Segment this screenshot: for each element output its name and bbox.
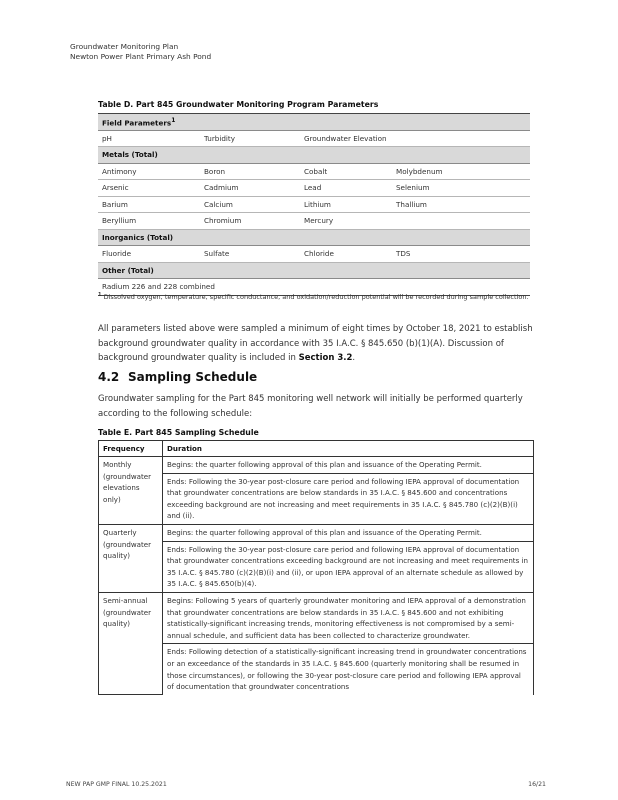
table-cell: Fluoride bbox=[98, 246, 200, 263]
table-cell: Sulfate bbox=[200, 246, 300, 263]
paragraph-text: All parameters listed above were sampled a minimum of eight times by October 18, 2021 to establish background groundwater quality in accordance with 35 I.A.C. § 845.650 (b)(1)(A). Discussion of background groundwater quality is included in bbox=[98, 324, 533, 363]
table-cell: Molybdenum bbox=[392, 163, 530, 180]
duration-begins-cell: Begins: the quarter following approval of this plan and issuance of the Operating Permit. bbox=[163, 524, 534, 541]
table-row bbox=[98, 196, 530, 213]
table-row bbox=[98, 130, 530, 147]
section-heading: Inorganics (Total) bbox=[98, 229, 530, 246]
paragraph-end: . bbox=[352, 353, 356, 363]
footnote-reference: 1 bbox=[171, 116, 176, 124]
table-row bbox=[99, 644, 534, 695]
table-row bbox=[98, 163, 530, 180]
table-cell: Cadmium bbox=[200, 180, 300, 197]
section-heading: Metals (Total) bbox=[98, 147, 530, 164]
table-cell: Lithium bbox=[300, 196, 392, 213]
table-row bbox=[99, 473, 534, 524]
frequency-cell: Monthly (groundwater elevations only) bbox=[99, 457, 163, 525]
running-header bbox=[70, 42, 211, 61]
duration-begins-cell: Begins: Following 5 years of quarterly groundwater monitoring and IEPA approval of a demonstration that groundwater concentrations are below standards in 35 I.A.C. § 845.600 and not exhibiting statistically-significant increasing trends, monitoring effectiveness is not compromised by a semi-annual schedule, and sufficient data has been collected to characterize groundwater. bbox=[163, 592, 534, 643]
frequency-cell: Semi-annual (groundwater quality) bbox=[99, 592, 163, 694]
table-cell: Chromium bbox=[200, 213, 300, 230]
table-d-section-header bbox=[98, 114, 530, 131]
table-cell: Selenium bbox=[392, 180, 530, 197]
table-e-caption: Table E. Part 845 Sampling Schedule bbox=[98, 428, 259, 437]
section-heading-sampling-schedule bbox=[98, 370, 257, 384]
schedule-intro-paragraph: Groundwater sampling for the Part 845 monitoring well network will initially be performed quarterly according to the following schedule: bbox=[98, 394, 523, 419]
section-heading: Field Parameters bbox=[102, 117, 172, 127]
table-e-sampling-schedule bbox=[98, 440, 534, 695]
table-row bbox=[98, 246, 530, 263]
background-paragraph bbox=[98, 322, 538, 366]
table-cell: Arsenic bbox=[98, 180, 200, 197]
table-row bbox=[99, 524, 534, 541]
duration-ends-cell: Ends: Following the 30-year post-closure care period and following IEPA approval of documentation that groundwater concentrations are below standards in 35 I.A.C. § 845.600 and concentrations exceeding background are not increasing and meet requirements in 35 I.A.C. § 845.780 (c)(2)(B)(i) and (ii). bbox=[163, 473, 534, 524]
table-d-footnote bbox=[98, 289, 534, 303]
footnote-mark: 1 bbox=[98, 292, 102, 298]
header-document-title: Groundwater Monitoring Plan bbox=[70, 42, 179, 51]
table-cell: Mercury bbox=[300, 213, 530, 230]
table-d-section-header bbox=[98, 147, 530, 164]
table-row bbox=[99, 457, 534, 474]
duration-ends-cell: Ends: Following detection of a statistically-significant increasing trend in groundwater concentrations or an exceedance of the standards in 35 I.A.C. § 845.600 (quarterly monitoring shall be resumed in those circumstances), or following the 30-year post-closure care period and following IEPA approval of documentation that groundwater concentrations bbox=[163, 644, 534, 695]
table-cell: Groundwater Elevation bbox=[300, 130, 530, 147]
table-cell: Boron bbox=[200, 163, 300, 180]
table-cell: Radium 226 and 228 combined bbox=[98, 279, 530, 296]
table-row bbox=[98, 180, 530, 197]
table-cell: pH bbox=[98, 130, 200, 147]
section-number: 4.2 bbox=[98, 370, 120, 384]
table-row bbox=[99, 592, 534, 643]
table-cell: Chloride bbox=[300, 246, 392, 263]
table-cell: Lead bbox=[300, 180, 392, 197]
footnote-text: Dissolved oxygen, temperature, specific conductance, and oxidation/reduction potential will be recorded during sample collection. bbox=[103, 293, 529, 302]
table-header-row bbox=[99, 441, 534, 457]
column-header-frequency: Frequency bbox=[99, 441, 163, 457]
table-d-section-header bbox=[98, 262, 530, 279]
section-heading: Other (Total) bbox=[98, 262, 530, 279]
table-cell: Turbidity bbox=[200, 130, 300, 147]
frequency-cell: Quarterly (groundwater quality) bbox=[99, 524, 163, 592]
duration-begins-cell: Begins: the quarter following approval of this plan and issuance of the Operating Permit. bbox=[163, 457, 534, 474]
footer-document-id: NEW PAP GMP FINAL 10.25.2021 bbox=[66, 781, 167, 788]
table-cell: TDS bbox=[392, 246, 530, 263]
table-cell: Antimony bbox=[98, 163, 200, 180]
table-cell: Beryllium bbox=[98, 213, 200, 230]
table-row bbox=[98, 213, 530, 230]
table-row bbox=[99, 541, 534, 592]
table-cell: Calcium bbox=[200, 196, 300, 213]
table-cell: Barium bbox=[98, 196, 200, 213]
table-d-section-header bbox=[98, 229, 530, 246]
table-d-monitoring-parameters bbox=[98, 113, 530, 296]
section-title: Sampling Schedule bbox=[128, 370, 258, 384]
table-d-caption: Table D. Part 845 Groundwater Monitoring Program Parameters bbox=[98, 100, 379, 109]
column-header-duration: Duration bbox=[163, 441, 534, 457]
duration-ends-cell: Ends: Following the 30-year post-closure care period and following IEPA approval of documentation that groundwater concentrations exceeding background are not increasing and meet requirements in 35 I.A.C. § 845.780 (c)(2)(B)(i) and (ii), or upon IEPA approval of an alternate schedule as allowed by 35 I.A.C. § 845.650(b)(4). bbox=[163, 541, 534, 592]
header-facility-name: Newton Power Plant Primary Ash Pond bbox=[70, 51, 212, 61]
section-reference: Section 3.2 bbox=[298, 353, 353, 363]
table-cell: Thallium bbox=[392, 196, 530, 213]
table-cell: Cobalt bbox=[300, 163, 392, 180]
footer-page-number: 16/21 bbox=[528, 781, 546, 788]
